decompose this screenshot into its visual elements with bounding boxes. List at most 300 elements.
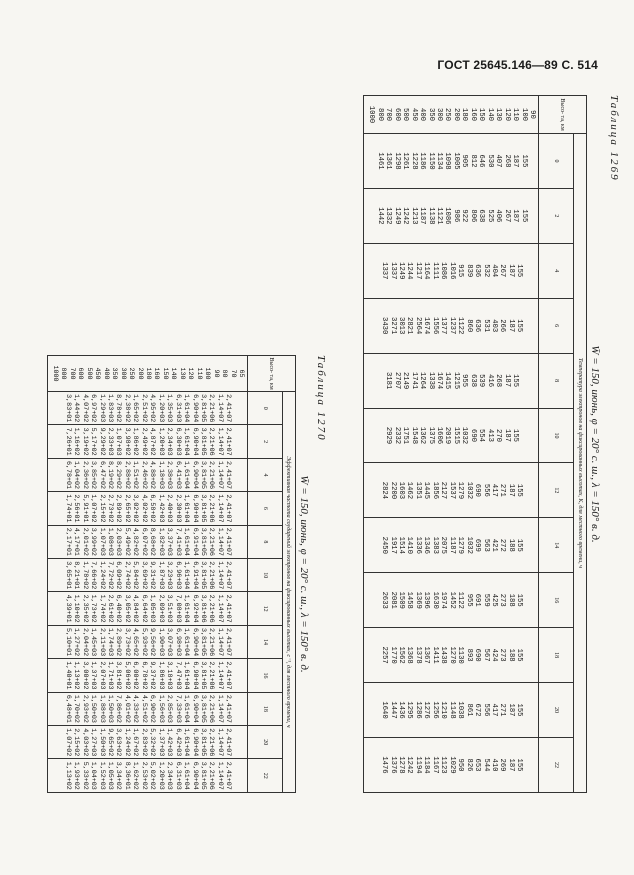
table-cell-value: 404 xyxy=(489,264,498,278)
table-cell-value: 6,92+04 xyxy=(190,594,199,623)
table-cell-value: 155 xyxy=(515,648,524,662)
table-cell-value: 187 xyxy=(502,374,511,388)
table-cell-value: 7,41+03 xyxy=(173,527,182,556)
table-cell-value: 1674 xyxy=(422,317,431,335)
value-column xyxy=(363,243,538,298)
altitude-value: 140 xyxy=(169,367,178,380)
table-cell-value: 155 xyxy=(519,154,528,168)
table-cell-value: 2821 xyxy=(405,317,414,335)
table-cell-value: 922 xyxy=(460,209,469,223)
altitude-value: 500 xyxy=(401,108,410,121)
table-cell-value: 407 xyxy=(494,154,503,168)
altitude-value: 200 xyxy=(135,367,144,380)
table-cell-value: 2,56+01 xyxy=(72,494,81,523)
table-cell-value: 4,07+02 xyxy=(80,394,89,423)
table-cell-value: 1,74+02 xyxy=(97,594,106,623)
table-cell-value: 1,90+03 xyxy=(156,628,165,657)
table-cell-value: 2,49+02 xyxy=(139,427,148,456)
hour-header: 2 xyxy=(248,425,283,458)
table-cell-value: 1458 xyxy=(405,591,414,609)
table-cell-value: 1,05+03 xyxy=(105,761,114,790)
table-cell-value: 6,91+04 xyxy=(190,527,199,556)
table-cell-value: 1,04+03 xyxy=(89,761,98,790)
table-cell-value: 2929 xyxy=(384,426,393,445)
table-cell-value: 2,41+07 xyxy=(224,561,233,590)
table-cell-value: 155 xyxy=(515,483,524,497)
table-cell-value: 3271 xyxy=(388,317,397,335)
table-cell-value: 1,61+04 xyxy=(182,661,191,690)
table-cell-value: 1383 xyxy=(430,536,439,554)
table-cell-value: 7,72+02 xyxy=(105,561,114,590)
table-cell-value: 2707 xyxy=(392,371,401,390)
table-cell-value: 5,17+02 xyxy=(89,427,98,456)
table-cell-value: 7,86+02 xyxy=(114,694,123,723)
table-cell-value: 1295 xyxy=(405,701,414,719)
table-cell-value: 2,03+03 xyxy=(114,527,123,556)
table-cell-value: 2,01+02 xyxy=(80,527,89,556)
table-cell-value: 417 xyxy=(489,703,498,717)
table-cell-value: 417 xyxy=(489,483,498,497)
table-cell-value: 1256 xyxy=(430,701,439,719)
table-cell-value: 2,41+07 xyxy=(224,527,233,556)
table-cell-value: 155 xyxy=(515,264,524,278)
altitude-value: 120 xyxy=(502,108,511,121)
table-cell-value: 1,42+03 xyxy=(156,494,165,523)
table-cell-value: 1150 xyxy=(426,152,435,170)
altitude-value: 250 xyxy=(127,367,136,380)
table-cell-value: 3430 xyxy=(380,317,389,335)
table-cell-value: 273 xyxy=(498,593,507,607)
altitude-value: 65 xyxy=(237,369,245,378)
table-cell-value: 1,20+03 xyxy=(156,761,165,790)
table-cell-value: 1298 xyxy=(392,152,401,170)
table-cell-value: 638 xyxy=(468,374,477,388)
table-cell-value: 1,87+03 xyxy=(156,561,165,590)
hour-header: 12 xyxy=(248,592,283,625)
table-cell-value: 691 xyxy=(473,593,482,607)
table-cell-value: 893 xyxy=(464,648,473,662)
table-cell-value: 2,38+03 xyxy=(165,460,174,490)
table-cell-value: 563 xyxy=(481,538,490,552)
table-cell-value: 2,21+06 xyxy=(207,460,216,490)
altitude-value: 160 xyxy=(152,367,161,380)
table-cell-value: 4,87+02 xyxy=(148,427,157,456)
table-cell-value: 1,52+03 xyxy=(97,761,106,790)
table-cell-value: 267 xyxy=(498,264,507,278)
table-cell-value: 1332 xyxy=(384,207,393,225)
table-cell-value: 1,50+03 xyxy=(105,694,114,723)
table-cell-value: 1,14+07 xyxy=(215,427,224,456)
table-cell-value: 1,14+07 xyxy=(215,594,224,623)
table-cell-value: 6,90+02 xyxy=(148,694,157,723)
table-cell-value: 2,21+06 xyxy=(207,628,216,657)
table-cell-value: 2564 xyxy=(413,317,422,335)
table-cell-value: 155 xyxy=(511,374,520,388)
hour-header: 18 xyxy=(248,692,283,725)
table-cell-value: 2,61+02 xyxy=(105,594,114,623)
hour-header: 16 xyxy=(248,659,283,692)
table-cell-value: 6,42+03 xyxy=(173,728,182,757)
table-cell-value: 1856 xyxy=(430,481,439,500)
table-cell-value: 416 xyxy=(485,374,494,388)
table-cell-value: 1630 xyxy=(430,591,439,609)
altitude-value: 100 xyxy=(203,367,212,380)
altitude-value: 90 xyxy=(528,110,536,119)
altitude-value: 200 xyxy=(451,108,460,121)
altitude-value: 100 xyxy=(519,108,528,121)
table-cell-value: 155 xyxy=(511,429,520,442)
table-cell-value: 2,21+06 xyxy=(207,728,216,757)
table-cell-value: 915 xyxy=(456,264,465,278)
table-subtitle: Эффективная частота соударений электронов на фиксированных высотах, с⁻¹, для местного времени, ч xyxy=(283,392,296,793)
table-cell-value: 187 xyxy=(511,209,520,223)
hour-header: 4 xyxy=(248,458,283,491)
hour-header: 0 xyxy=(248,392,283,425)
value-column xyxy=(363,188,538,243)
page-header: ГОСТ 25645.146—89 С. 514 xyxy=(437,58,598,72)
table-cell-value: 2200 xyxy=(388,481,397,500)
table-cell-value: 2,21+06 xyxy=(207,561,216,590)
table-cell-value: 839 xyxy=(464,264,473,278)
table-cell-value: 1,07+03 xyxy=(114,427,123,456)
table-cell-value: 1396 xyxy=(422,591,431,609)
table-cell-value: 1,14+07 xyxy=(215,761,224,790)
table-cell-value: 1,18+03 xyxy=(156,460,165,490)
table-cell-value: 1,14+07 xyxy=(215,394,224,423)
table-cell-value: 6,90+04 xyxy=(190,394,199,423)
table-cell-value: 2,21+06 xyxy=(207,661,216,690)
table-cell-value: 1,42+03 xyxy=(165,728,174,757)
table-cell-value: 6,58+02 xyxy=(148,494,157,523)
table-cell-value: 425 xyxy=(489,593,498,607)
table-cell-value: 525 xyxy=(485,209,494,223)
altitude-value: 130 xyxy=(494,108,503,121)
table-cell-value: 6,90+04 xyxy=(190,661,199,690)
table-cell-value: 1741 xyxy=(409,371,418,390)
table-cell-value: 1016 xyxy=(447,262,456,280)
table-cell-value: 155 xyxy=(515,319,524,333)
table-cell-value: 2,41+07 xyxy=(224,594,233,623)
table-cell-value: 3,63+02 xyxy=(114,728,123,757)
table-cell-value: 699 xyxy=(473,538,482,552)
table-cell-value: 806 xyxy=(468,209,477,223)
table-cell-value: 1032 xyxy=(464,536,473,554)
table-cell-value: 1,56+03 xyxy=(156,694,165,723)
table-cell-value: 1,61+04 xyxy=(182,427,191,456)
table-cell-value: 6,90+04 xyxy=(190,694,199,723)
value-column xyxy=(363,353,538,408)
table-cell-value: 1411 xyxy=(430,646,439,664)
table-cell-value: 2450 xyxy=(380,536,389,554)
table-cell-value: 2,41+07 xyxy=(224,494,233,523)
table-cell-value: 3,05+02 xyxy=(122,594,131,623)
table-cell-value: 7,47+03 xyxy=(173,661,182,690)
altitude-value: 140 xyxy=(485,108,494,121)
altitude-value: 130 xyxy=(177,367,186,380)
table-cell-value: 1476 xyxy=(380,756,389,774)
table-cell-value: 2,41+07 xyxy=(224,761,233,790)
table-cell-value: 6,00+02 xyxy=(131,661,140,690)
table-cell-value: 1187 xyxy=(447,536,456,554)
table-cell-value: 1562 xyxy=(396,646,405,664)
table-cell-value: 187 xyxy=(506,264,515,278)
hour-header: 20 xyxy=(539,683,574,738)
table-cell-value: 188 xyxy=(506,538,515,552)
table-cell-value: 1,61+04 xyxy=(182,460,191,490)
table-cell-value: 4,65+02 xyxy=(131,628,140,657)
table-cell-value: 1242 xyxy=(405,756,414,774)
altitude-value: 800 xyxy=(375,108,384,121)
table-cell-value: 1640 xyxy=(380,701,389,719)
altitude-value: 110 xyxy=(511,108,520,121)
table-cell-value: 1,61+04 xyxy=(182,394,191,423)
value-column xyxy=(363,463,538,518)
table-cell-value: 1,61+04 xyxy=(182,694,191,723)
table-caption: Таблица 1269 xyxy=(608,95,620,182)
table-cell-value: 1,61+04 xyxy=(182,594,191,623)
table-cell-value: 1462 xyxy=(405,481,414,500)
table-cell-value: 2,21+06 xyxy=(207,527,216,556)
hour-header: 14 xyxy=(539,518,574,573)
table-cell-value: 1,74+03 xyxy=(105,628,114,657)
table-cell-value: 955 xyxy=(460,374,469,388)
table-cell-value: 187 xyxy=(506,758,515,772)
table-cell-value: 9,56+02 xyxy=(148,628,157,657)
altitude-value: 300 xyxy=(435,108,444,121)
table-cell-value: 6,31+03 xyxy=(173,394,182,423)
table-cell-value: 2,21+06 xyxy=(207,594,216,623)
altitude-value: 80 xyxy=(220,369,229,378)
value-column xyxy=(47,692,247,725)
table-cell-value: 1,14+07 xyxy=(215,527,224,556)
table-cell-value: 1,20+03 xyxy=(156,427,165,456)
altitude-value: 600 xyxy=(76,367,85,380)
table-cell-value: 1,78+02 xyxy=(80,561,89,590)
table-cell-value: 6,31+03 xyxy=(173,761,182,790)
table-cell-value: 3,81+05 xyxy=(198,494,207,523)
table-cell-value: 1751 xyxy=(401,426,410,445)
table-cell-value: 1917 xyxy=(388,536,397,554)
table-cell-value: 532 xyxy=(481,264,490,278)
table-cell-value: 1,83+03 xyxy=(105,394,114,423)
altitude-value: 180 xyxy=(460,108,469,121)
table-cell-value: 1,61+04 xyxy=(182,628,191,657)
table-cell-value: 1369 xyxy=(413,591,422,609)
table-cell-value: 1,14+07 xyxy=(215,661,224,690)
table-cell-value: 1337 xyxy=(380,262,389,280)
table-cell-value: 986 xyxy=(451,209,460,223)
table-cell-value: 6,30+03 xyxy=(173,427,182,456)
table-cell-value: 4,51+02 xyxy=(139,694,148,723)
table-cell-value: 7,26+01 xyxy=(63,427,72,456)
table-cell-value: 950 xyxy=(456,758,465,772)
table-cell-value: 5,93+02 xyxy=(139,628,148,657)
table-cell-value: 1164 xyxy=(422,262,431,280)
table-cell-value: 3,81+05 xyxy=(198,427,207,456)
table-cell-value: 6,96+03 xyxy=(173,561,182,590)
table-cell-value: 1249 xyxy=(392,207,401,225)
table-cell-value: 1,37+03 xyxy=(89,661,98,690)
table-cell-value: 1121 xyxy=(435,207,444,225)
value-column xyxy=(47,525,247,558)
table-cell-value: 1452 xyxy=(447,591,456,609)
table-cell-value: 1123 xyxy=(439,756,448,774)
value-column xyxy=(47,726,247,759)
hour-header: 18 xyxy=(539,628,574,683)
table-cell-value: 1515 xyxy=(451,426,460,445)
table-cell-value: 2,88+02 xyxy=(122,460,131,490)
altitude-value: 500 xyxy=(84,367,93,380)
table-cell-value: 5,49+02 xyxy=(122,527,131,556)
table-cell-value: 554 xyxy=(477,429,486,442)
table-cell-value: 1,67+02 xyxy=(131,728,140,757)
table-cell-value: 1,10+02 xyxy=(72,594,81,623)
table-cell-value: 1,71+03 xyxy=(105,661,114,690)
altitude-value: 1000 xyxy=(51,365,60,382)
table-cell-value: 955 xyxy=(464,593,473,607)
table-cell-value: 5,02+02 xyxy=(148,761,157,790)
table-cell-value: 6,09+02 xyxy=(114,561,123,590)
table-cell-value: 1,74+01 xyxy=(63,494,72,523)
table-cell-value: 6,47+02 xyxy=(97,460,106,490)
table-cell-value: 1,20+03 xyxy=(156,394,165,423)
table-cell-value: 6,98+03 xyxy=(173,628,182,657)
table-cell-value: 4,17+01 xyxy=(72,527,81,556)
table-cell-value: 2,41+07 xyxy=(224,661,233,690)
table-cell-value: 1,05+03 xyxy=(148,594,157,623)
table-cell-value: 1098 xyxy=(443,152,452,170)
table-cell-value: 1,86+02 xyxy=(131,427,140,456)
table-cell-value: 1213 xyxy=(409,207,418,225)
value-column xyxy=(47,759,247,793)
table-cell-value: 1032 xyxy=(464,481,473,500)
table-cell-value: 1,37+03 xyxy=(156,728,165,757)
table-cell-value: 1279 xyxy=(456,536,465,554)
table-cell-value: 9,65+02 xyxy=(105,728,114,757)
altitude-value: 450 xyxy=(409,108,418,121)
table-cell-value: 269 xyxy=(498,758,507,772)
table-cell-value: 3,99+02 xyxy=(89,527,98,556)
table-cell-value: 2,33+03 xyxy=(105,427,114,456)
table-cell-value: 1005 xyxy=(451,152,460,170)
table-cell-value: 531 xyxy=(481,319,490,333)
table-cell-value: 2,17+01 xyxy=(63,527,72,556)
table-cell-value: 1,65+02 xyxy=(131,394,140,423)
table-cell-value: 8,68+02 xyxy=(148,527,157,556)
table-cell-value: 636 xyxy=(473,264,482,278)
table-cell-value: 1509 xyxy=(396,591,405,609)
table-cell-value: 3,00+02 xyxy=(80,661,89,690)
table-cell-value: 2,21+06 xyxy=(207,494,216,523)
table-cell-value: 1278 xyxy=(396,756,405,774)
table-cell-value: 1,70+02 xyxy=(72,694,81,723)
table-cell-value: 2,21+06 xyxy=(207,761,216,790)
table-cell-value: 2,21+06 xyxy=(207,394,216,423)
table-cell-value: 267 xyxy=(502,209,511,223)
table-cell-value: 1,14+07 xyxy=(215,561,224,590)
value-column xyxy=(363,298,538,353)
table-cell-value: 5,10+01 xyxy=(63,628,72,657)
table-cell-value: 6,90+04 xyxy=(190,728,199,757)
table-cell-value: 8,29+02 xyxy=(114,460,123,490)
table-cell-value: 1217 xyxy=(413,262,422,280)
hour-header: 4 xyxy=(539,243,574,298)
hour-header: 22 xyxy=(539,737,574,792)
table-cell-value: 6,41+03 xyxy=(173,460,182,490)
table-cell-value: 1445 xyxy=(422,481,431,500)
hour-header: 2 xyxy=(539,188,574,243)
table-cell-value: 4,02+02 xyxy=(139,494,148,523)
table-cell-value: 3,69+02 xyxy=(139,561,148,590)
table-cell-value: 8,78+02 xyxy=(114,394,123,423)
table-cell-value: 7,33+03 xyxy=(173,694,182,723)
table-cell-value: 1,50+03 xyxy=(89,694,98,723)
table-cell-value: 187 xyxy=(506,703,515,717)
altitude-value: 120 xyxy=(186,367,195,380)
table-cell-value: 421 xyxy=(489,538,498,552)
table-cell-value: 272 xyxy=(498,538,507,552)
table-cell-value: 690 xyxy=(468,429,477,442)
altitude-value: 350 xyxy=(426,108,435,121)
table-cell-value: 2,11+03 xyxy=(97,628,106,657)
hour-header: 16 xyxy=(539,573,574,628)
table-cell-value: 2127 xyxy=(439,481,448,500)
table-cell-value: 3,81+05 xyxy=(198,661,207,690)
table-cell-value: 155 xyxy=(515,593,524,607)
altitude-value: 90 xyxy=(211,369,220,378)
table-cell-value: 559 xyxy=(481,593,490,607)
table-cell-value: 1548 xyxy=(409,426,418,445)
table-title: W̄ = 150, июнь, φ = 20° с. ш., λ = 150° в. д. xyxy=(298,475,310,673)
table-cell-value: 2,34+03 xyxy=(165,427,174,456)
table-cell-value: 1215 xyxy=(451,371,460,390)
table-cell-value: 270 xyxy=(494,429,503,442)
altitude-header: Высо- та, км xyxy=(539,96,587,134)
table-cell-value: 1122 xyxy=(456,591,465,609)
table-cell-value: 3,19+02 xyxy=(80,427,89,456)
table-cell-value: 5,91+01 xyxy=(80,494,89,523)
hour-header: 10 xyxy=(539,408,574,463)
table-cell-value: 636 xyxy=(473,319,482,333)
table-cell-value: 1,86+03 xyxy=(156,661,165,690)
table-cell-value: 1,45+03 xyxy=(89,628,98,657)
table-cell-value: 2,07+03 xyxy=(97,661,106,690)
table-cell-value: 7,08+03 xyxy=(173,594,182,623)
table-cell-value: 826 xyxy=(464,758,473,772)
table-cell-value: 5,06+02 xyxy=(122,661,131,690)
table-cell-value: 3,98+02 xyxy=(122,427,131,456)
table-cell-value: 2,30+03 xyxy=(173,494,182,523)
table-cell-value: 2019 xyxy=(443,426,452,445)
table-cell-value: 3181 xyxy=(384,371,393,390)
value-column xyxy=(47,659,247,692)
table-cell-value: 2257 xyxy=(380,646,389,664)
hour-header: 22 xyxy=(248,759,283,793)
table-cell-value: 2,65+02 xyxy=(122,494,131,523)
table-cell-value: 1237 xyxy=(447,317,456,335)
table-cell-value: 1249 xyxy=(396,262,405,280)
table-cell-value: 2,89+02 xyxy=(114,628,123,657)
table-cell-value: 860 xyxy=(464,319,473,333)
table-cell-value: 1,61+04 xyxy=(182,728,191,757)
table-cell-value: 1375 xyxy=(426,426,435,445)
table-cell-value: 1,14+07 xyxy=(215,460,224,490)
table-cell-value: 3,83+01 xyxy=(63,394,72,423)
altitude-value: 700 xyxy=(384,108,393,121)
table-cell-value: 530 xyxy=(485,154,494,168)
table-cell-value: 2,40+03 xyxy=(165,494,174,523)
table-cell-value: 3,81+05 xyxy=(198,561,207,590)
